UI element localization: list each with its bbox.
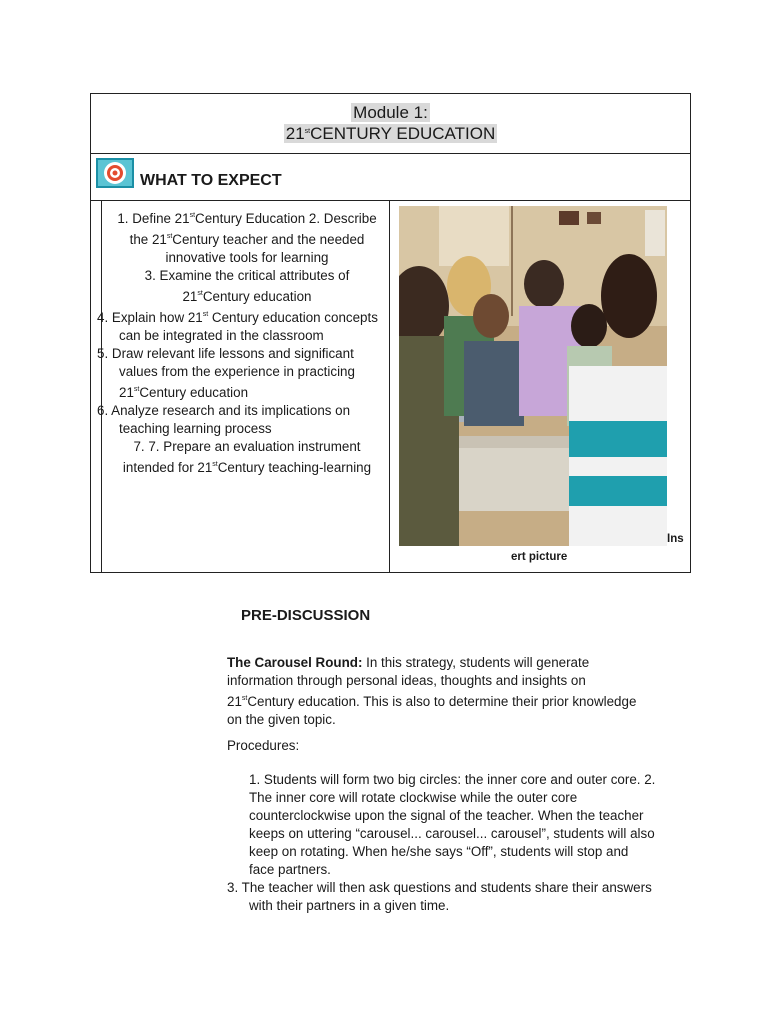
target-icon [96, 158, 134, 188]
photo-caption-start: Ins [667, 533, 684, 545]
objective-4: 4. Explain how 21st Century education concepts can be integrated in the classroom [97, 310, 378, 343]
module-topic: 21stCENTURY EDUCATION [285, 124, 496, 143]
pre-discussion-heading: PRE-DISCUSSION [241, 607, 371, 624]
objective-5: 5. Draw relevant life lessons and significant values from the experience in practicing 21stCentury education [97, 346, 355, 400]
classroom-illustration [399, 206, 667, 546]
procedures-list [227, 771, 657, 915]
objective-6: 6. Analyze research and its implications on teaching learning process [97, 403, 351, 436]
module-table [90, 93, 691, 573]
objectives-list [97, 207, 383, 477]
column-divider [389, 201, 390, 572]
objectives-row [91, 201, 690, 572]
objective-1-2: 1. Define 21stCentury Education 2. Describe the 21stCentury teacher and the needed innovative tools for learning [117, 211, 377, 265]
procedures-label: Procedures: [227, 738, 300, 753]
objective-3: 3. Examine the critical attributes of 21stCentury education [144, 268, 350, 304]
photo-caption-end: ert picture [511, 551, 568, 563]
module-title [91, 94, 690, 154]
what-to-expect-heading: WHAT TO EXPECT [140, 172, 282, 189]
classroom-photo [399, 206, 667, 546]
objective-7: 7. 7. Prepare an evaluation instrument intended for 21stCentury teaching-learning [122, 439, 372, 475]
what-to-expect-row [91, 154, 690, 201]
carousel-round-paragraph: The Carousel Round: In this strategy, students will generate information through personal ideas, thoughts and insights on 21stCentury education. This is also to determine their prior knowledge on the given topic. [227, 655, 637, 727]
strategy-name: The Carousel Round: [227, 655, 363, 670]
procedure-step-3: 3. The teacher will then ask questions and students share their answers with their partners in a given time. [227, 880, 652, 913]
module-number: Module 1: [353, 103, 428, 122]
procedure-step-1-2: 1. Students will form two big circles: the inner core and outer core. 2. The inner core will rotate clockwise while the outer core counterclockwise upon the signal of the teacher. When the teacher keeps on uttering “carousel... carousel... carousel”, students will also keep on rotating. When he/she says “Off”, students will stop and face partners. [249, 772, 656, 877]
